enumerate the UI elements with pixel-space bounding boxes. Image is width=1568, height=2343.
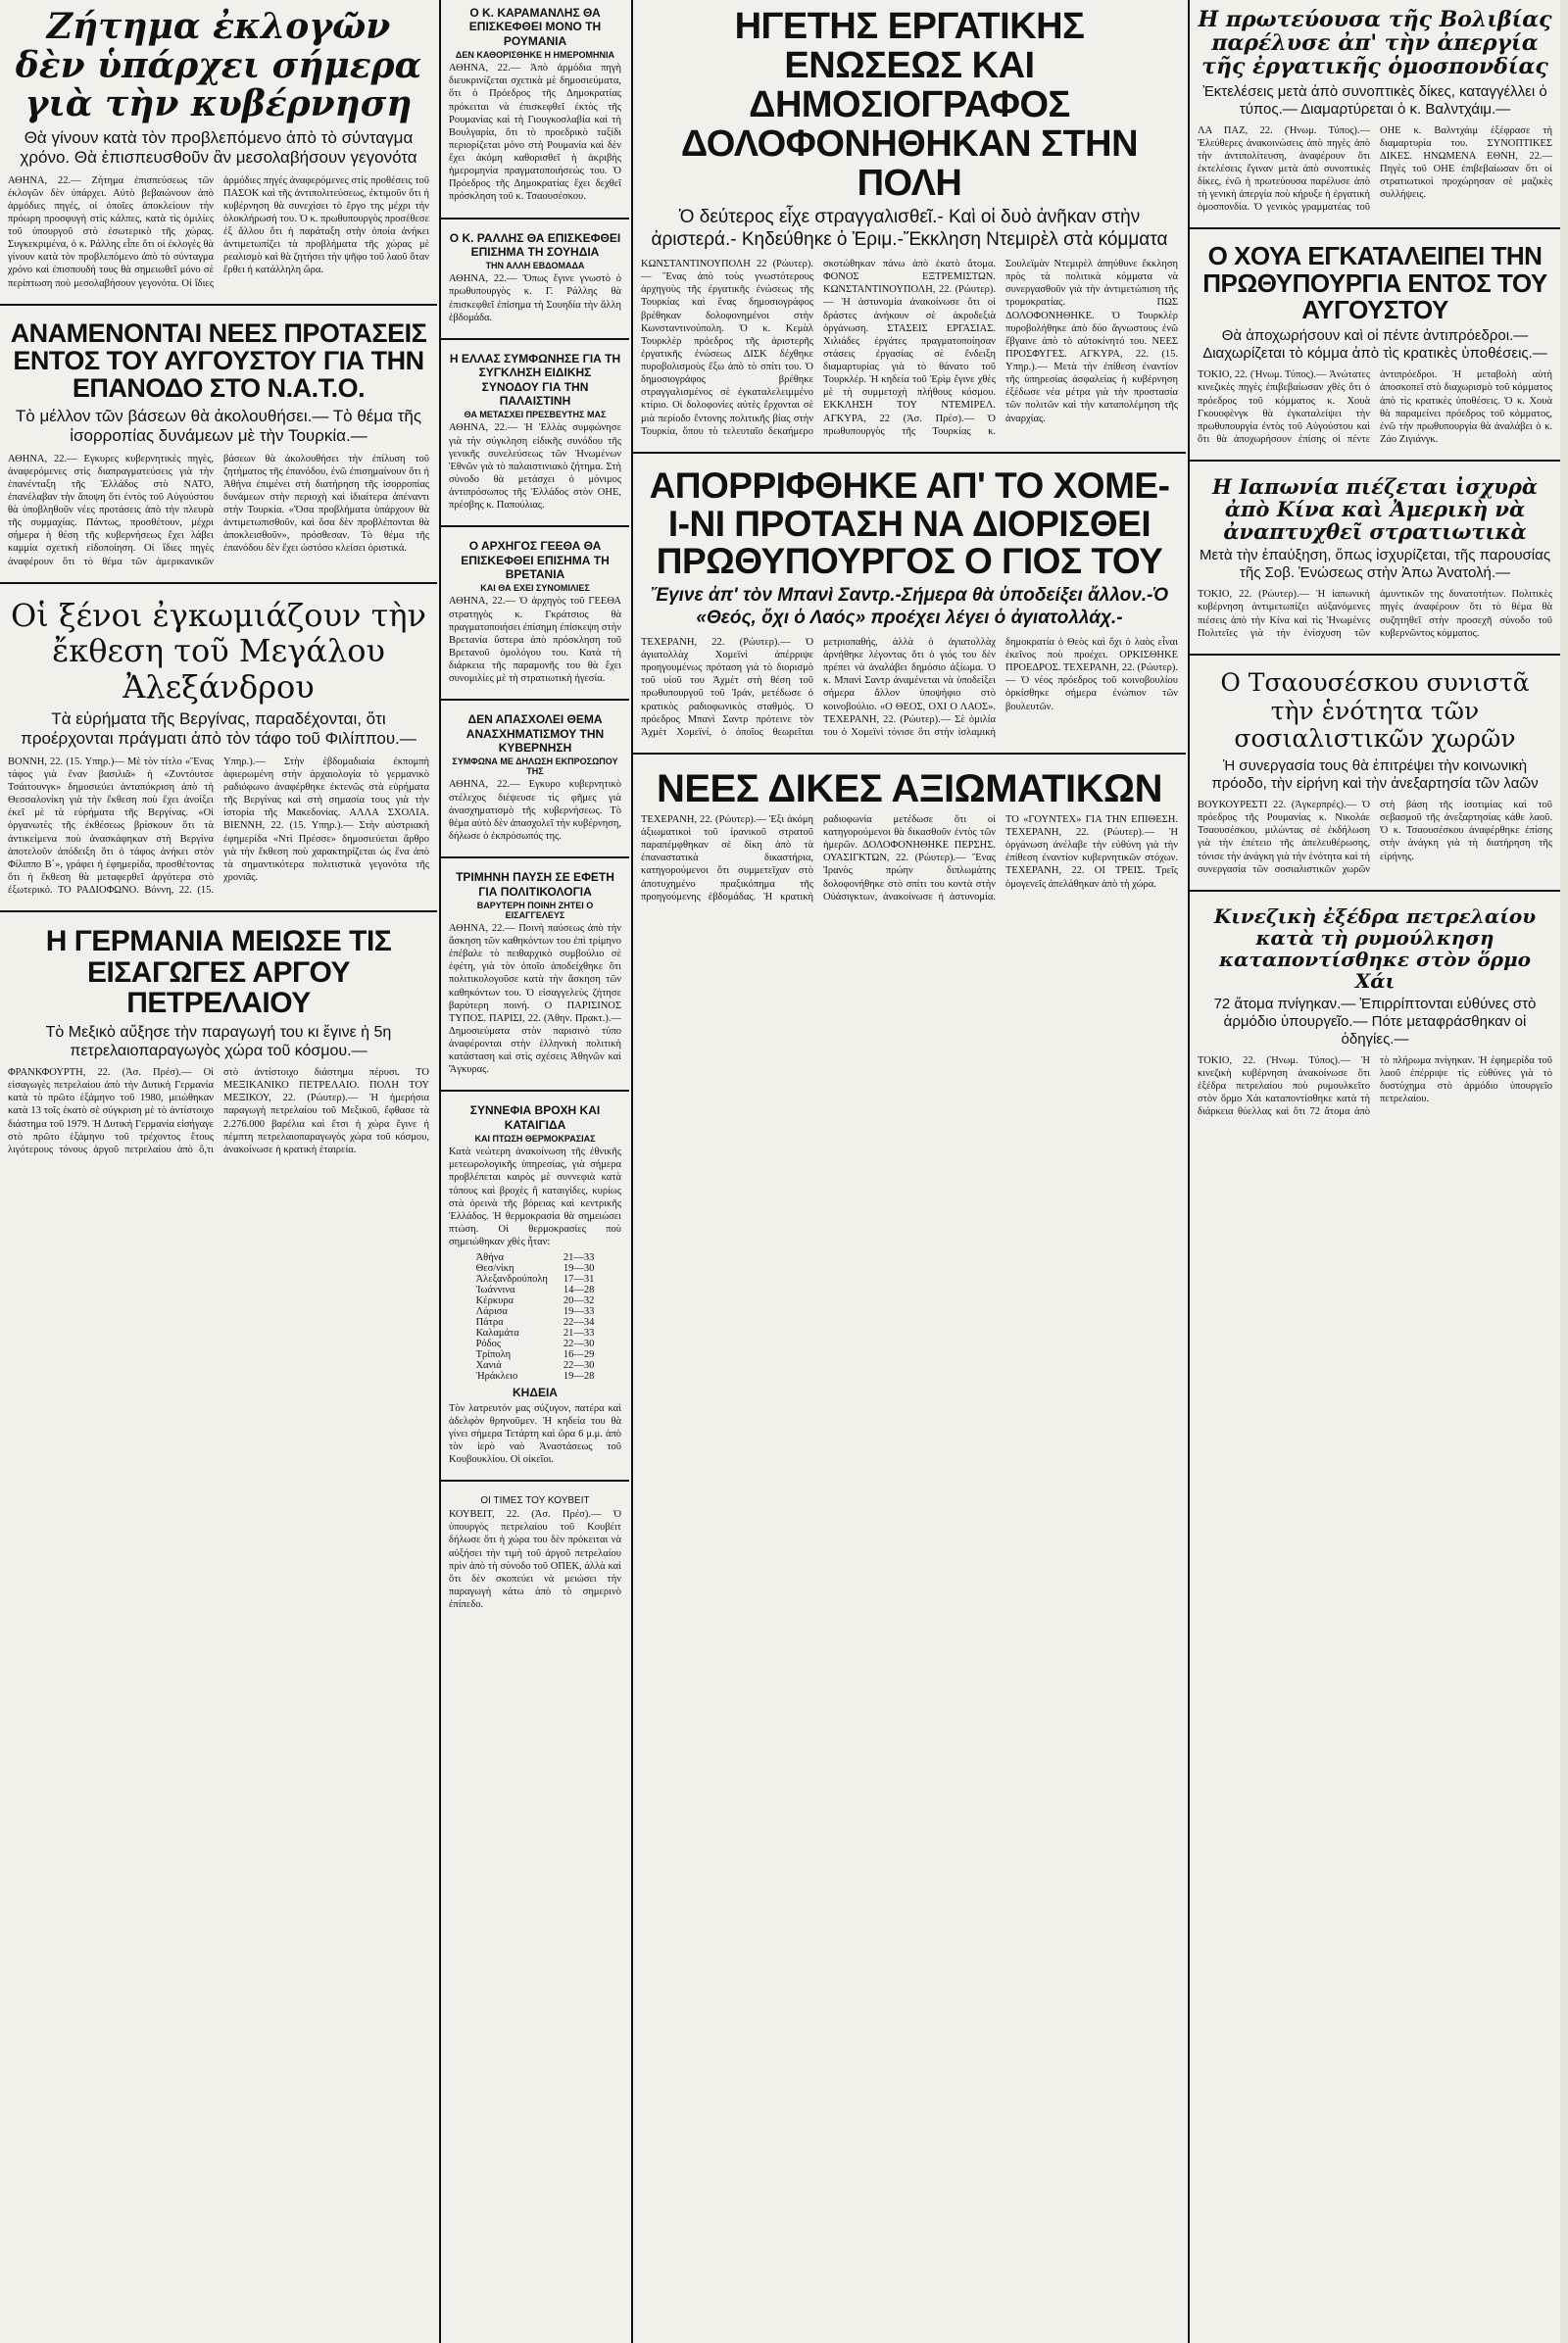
subheadline: Θὰ ἀποχωρήσουν καὶ οἱ πέντε ἀντιπρόεδροι.— Διαχωρίζεται τὸ κόμμα ἀπὸ τὶς κρατικὲς ὑποθέσεις.— xyxy=(1202,327,1547,363)
subheadline: Ἡ συνεργασία τους θὰ ἐπιτρέψει τὴν κοινωνικὴ πρόοδο, τὴν εἰρήνη καὶ τὴν ἀνεξαρτησία τῶν λαῶν xyxy=(1211,757,1539,793)
article-body: ΛΑ ΠΑΖ, 22. (Ἡνωμ. Τύπος).— Ἐλεύθερες ἀνακοινώσεις ἀπὸ πηγὲς ἀπὸ τὴν ἀντιπολίτευση, ἀναφέρουν ὅτι ἐκτελέσεις ἔγιναν μετὰ ἀπὸ συνοπτικὲς δίκες, ἐνῶ ἡ πρωτεύουσα παρέλυσε ἀπὸ τὴ γενικὴ ἀπεργία ποὺ κήρυξε ἡ ἐργατικὴ ὁμοσπονδία. Ὁ γενικὸς γραμματέας τοῦ ΟΗΕ κ. Βαλντχάιμ ἐξέφρασε τὴ διαμαρτυρία του. ΣΥΝΟΠΤΙΚΕΣ ΔΙΚΕΣ. ΗΝΩΜΕΝΑ ΕΘΝΗ, 22.— Πηγὲς τοῦ ΟΗΕ ἐπιβεβαίωσαν ὅτι οἱ στρατιωτικοὶ προχώρησαν σὲ μαζικὲς συλλήψεις. xyxy=(1198,124,1552,214)
story-ceausescu xyxy=(1190,661,1560,884)
temperature-row xyxy=(468,1371,603,1382)
headline: Οἱ ξένοι ἐγκωμιάζουν τὴν ἔκθεση τοῦ Μεγάλου Ἀλεξάνδρου xyxy=(11,596,426,707)
divider xyxy=(441,218,629,220)
temperature-row xyxy=(468,1339,603,1349)
brief-reshuffle xyxy=(441,707,629,851)
article-body: ΒΟΝΝΗ, 22. (15. Υπηρ.)— Μὲ τὸν τίτλο «Ἕνας τάφος γιὰ ἕναν βασιλιᾶ» ἡ «Ζυντόυτσε Τσάιτουνγκ» δημοσιεύει ἀνταπόκριση ἀπὸ τὴ Θεσσαλονίκη γιὰ τὴν ἔκθεση ποὺ ἔχει ἀνοίξει ἐκεῖ μὲ τὰ εὑρήματα τῆς Βεργίνας. «Οἱ ὀργανωτὲς τῆς ἐκθέσεως βρίσκουν ὅτι τὰ ἀντικείμενα ποὺ ἀνασκάφηκαν στὴ Βεργίνα ἀποτελοῦν ἀπόδειξη ὅτι ὁ τάφος ἀνήκει στὸν Φίλιππο Β΄», γράφει ἡ ἐφημερίδα, προσθέτοντας ὅτι ἡ ἔκθεση θὰ μεταφερθεῖ ἀργότερα στὸ ἐξωτερικό. ΤΟ ΡΑΔΙΟΦΩΝΟ. Βόννη, 22. (15. Υπηρ.).— Στὴν ἑβδομαδιαία ἐκπομπὴ ἀφιερωμένη στὴν ἀρχαιολογία τὸ γερμανικὸ ραδιόφωνο ἀναφέρθηκε ἐκτενῶς στὰ εὑρήματα τῆς Βεργίνας καὶ στὴ σημασία τους γιὰ τὴν ἱστορία τῆς Μακεδονίας. ΑΛΛΑ ΣΧΟΛΙΑ. ΒΙΕΝΝΗ, 22. (15. Υπηρ.).— Στὴν αὐστριακὴ ἐφημερίδα «Ντὶ Πρέσσε» δημοσιεύεται ἄρθρο γιὰ τὴν ἔκθεση ποὺ χαρακτηρίζεται ὡς ἕνα ἀπὸ τὰ σημαντικότερα πολιτιστικὰ γεγονότα τῆς χρονιᾶς. xyxy=(8,756,429,897)
temperature-row xyxy=(468,1274,603,1285)
brief-judge xyxy=(441,864,629,1084)
column-left xyxy=(0,0,437,2343)
headline: Η Ιαπωνία πιέζεται ἰσχυρὰ ἀπὸ Κίνα καὶ Ἀμερικὴ νὰ ἀναπτυχθεῖ στρατιωτικὰ xyxy=(1211,474,1539,545)
column-briefs xyxy=(441,0,629,2343)
temperature-row xyxy=(468,1295,603,1306)
column-right xyxy=(1190,0,1560,2343)
article-body: ΤΕΧΕΡΑΝΗ, 22. (Ρώυτερ).— Ἐξι ἀκόμη ἀξιωματικοὶ τοῦ ἰρανικοῦ στρατοῦ παραπέμφθηκαν σὲ δίκη ἀπὸ τὰ ἐπαναστατικὰ δικαστήρια, κατηγορούμενοι ὅτι συμμετεῖχαν στὸ ἀποτυχημένο πραξικόπημα τῆς προηγούμενης ἑβδομάδας. Ἡ κρατικὴ ραδιοφωνία μετέδωσε ὅτι οἱ κατηγορούμενοι θὰ δικασθοῦν ἐντὸς τῶν ἡμερῶν. ΔΟΛΟΦΟΝΗΘΗΚΕ ΠΕΡΣΗΣ. ΟΥΑΣΙΓΚΤΩΝ, 22. (Ρώυτερ).— Ἕνας Ἰρανὸς πρώην διπλωμάτης δολοφονήθηκε στὸ σπίτι του κοντὰ στὴν Οὐάσιγκτων, ἀνακοίνωσε ἡ ἀστυνομία. ΤΟ «ΓΟΥΝΤΕΧ» ΓΙΑ ΤΗΝ ΕΠΙΘΕΣΗ. ΤΕΧΕΡΑΝΗ, 22. (Ρώυτερ).— Ἡ ὀργάνωση ἀνέλαβε τὴν εὐθύνη γιὰ τὴν ἐπίθεση ἐναντίον κυβερνητικῶν στόχων. ΤΕΧΕΡΑΝΗ, 22. ΟΙ ΤΡΕΙΣ. Τρεῖς ὁμογενεῖς ἀπελάθηκαν ἀπὸ τὴ χώρα. xyxy=(641,813,1178,903)
temperature-range: 21—33 xyxy=(563,1252,595,1264)
city-name: Ρόδος xyxy=(475,1339,502,1350)
article-body: ΑΘΗΝΑ, 22.— Εγκυρες κυβερνητικὲς πηγὲς, ἀναφερόμενες στὶς διαπραγματεύσεις γιὰ τὴν ἐπανένταξη τῆς Ἑλλάδος στὸ ΝΑΤΟ, ἐπανέλαβαν τὴν ἄποψη ὅτι ἐντὸς τοῦ Αὐγούστου θὰ ὑποβληθοῦν νέες προτάσεις ἀπὸ τὴν πλευρὰ τῆς συμμαχίας. Πάντως, προσθέτουν, μέχρι σήμερα ἡ θέση τῆς κυβερνήσεως ἔχει λάβει καμμία σχετικὴ εἰδοποίηση. Οἱ ἴδιες πηγὲς ἀναφέρουν ὅτι τὸ θέμα τῶν ἀμερικανικῶν βάσεων θὰ ἀκολουθήσει τὴν ἐπίλυση τοῦ ζητήματος τῆς ἐπανόδου, ἐνῶ ἐπισημαίνουν ὅτι ἡ Ἀθήνα ἐπιμένει στὴ διατήρηση τῆς ἰσορροπίας δυνάμεων στὴν περιοχὴ καὶ ἰδιαίτερα ἀπέναντι στὴν Τουρκία. «Ὅσα προβλήματα ὑπάρχουν θὰ ἀντιμετωπισθοῦν, καὶ ὅσα δὲν προβλέπονται θὰ ἀποκλεισθοῦν», πρόσθεσαν. Τὸ θέμα τῆς ἐπανόδου δὲν ἔχει ὡστόσο κλείσει ὁριστικά. xyxy=(8,453,429,567)
brief-subtitle: ΚΑΙ ΠΤΩΣΗ ΘΕΡΜΟΚΡΑΣΙΑΣ xyxy=(474,1134,596,1145)
temperature-range: 14—28 xyxy=(563,1285,595,1296)
subheadline: Τὸ μέλλον τῶν βάσεων θὰ ἀκολουθήσει.— Τὸ θέμα τῆς ἰσορροπίας δυνάμεων μὲ τὴν Τουρκία.— xyxy=(15,406,422,446)
temperature-range: 22—30 xyxy=(563,1360,595,1372)
divider xyxy=(1190,654,1560,656)
brief-body: ΚΟΥΒΕΙΤ, 22. (Ἀσ. Πρέσ).— Ὁ ὑπουργὸς πετρελαίου τοῦ Κουβέιτ δήλωσε ὅτι ἡ χώρα του δὲν πρόκειται νὰ αὐξήσει τὴν τιμὴ τοῦ ἀργοῦ πετρελαίου πρὶν ἀπὸ τὴ σύνοδο τοῦ ΟΠΕΚ, ἀλλὰ καὶ ὅτι δὲν σκοπεύει νὰ μειώσει τὴν παραγωγὴ κάτω ἀπὸ τὸ σημερινὸ ἐπίπεδο. xyxy=(449,1509,621,1611)
story-bolivia xyxy=(1190,0,1560,221)
headline: Η ΓΕΡΜΑΝΙΑ ΜΕΙΩΣΕ ΤΙΣ ΕΙΣΑΓΩΓΕΣ ΑΡΓΟΥ ΠΕΤΡΕΛΑΙΟΥ xyxy=(45,925,392,1020)
divider xyxy=(633,452,1186,454)
brief-body: ΑΘΗΝΑ, 22.— Ὅπως ἔγινε γνωστὸ ὁ πρωθυπουργὸς κ. Γ. Ράλλης θὰ ἐπισκεφθεῖ ἐπίσημα τὴ Σουηδία τὴν ἄλλη ἑβδομάδα. xyxy=(449,273,621,323)
city-name: Θεσ/νίκη xyxy=(475,1263,514,1275)
temperature-row xyxy=(468,1263,603,1274)
brief-title: ΤΡΙΜΗΝΗ ΠΑΥΣΗ ΣΕ ΕΦΕΤΗ ΓΙΑ ΠΟΛΙΤΙΚΟΛΟΓΙΑ xyxy=(456,870,614,899)
temperature-row xyxy=(468,1306,603,1317)
subheadline: Τὰ εὑρήματα τῆς Βεργίνας, παραδέχονται, ὅτι προέρχονται πράγματι ἀπὸ τὸν τάφο τοῦ Φιλίππου.— xyxy=(21,709,416,749)
temperature-row xyxy=(468,1317,603,1328)
brief-subtitle: ΒΑΡΥΤΕΡΗ ΠΟΙΝΗ ΖΗΤΕΙ Ο ΕΙΣΑΓΓΕΛΕΥΣ xyxy=(476,900,594,920)
headline: Ζήτημα ἐκλογῶν δὲν ὑπάρχει σήμερα γιὰ τὴν κυβέρνηση xyxy=(15,6,422,125)
article-body: ΒΟΥΚΟΥΡΕΣΤΙ 22. (Ἀγκερπρές).— Ὁ πρόεδρος τῆς Ρουμανίας κ. Νικολάε Τσαουσέσκου, μιλώντας σὲ ἐκδήλωση γιὰ τὴν ἐπέτειο τῆς ἀπελευθέρωσης, τόνισε τὴν ἀνάγκη γιὰ τὴν ἑνότητα καὶ τὴ συνεργασία τῶν σοσιαλιστικῶν χωρῶν στὴ βάση τῆς ἰσοτιμίας καὶ τοῦ σεβασμοῦ τῆς ἀνεξαρτησίας κάθε λαοῦ. Ὁ κ. Τσαουσέσκου ἀναφέρθηκε ἐπίσης στὴν ἀνάγκη γιὰ τὴ διατήρηση τῆς εἰρήνης. xyxy=(1198,800,1552,875)
brief-title: ΟΙ ΤΙΜΕΣ ΤΟΥ ΚΟΥΒΕΙΤ xyxy=(480,1495,590,1507)
brief-title: Η ΕΛΛΑΣ ΣΥΜΦΩΝΗΣΕ ΓΙΑ ΤΗ ΣΥΓΚΛΗΣΗ ΕΙΔΙΚΗΣ ΣΥΝΟΔΟΥ ΓΙΑ ΤΗΝ ΠΑΛΑΙΣΤΙΝΗ xyxy=(449,351,621,408)
brief-body: ΑΘΗΝΑ, 22.— Ποινὴ παύσεως ἀπὸ τὴν ἄσκηση τῶν καθηκόντων του ἐπὶ τρίμηνο ἐπέβαλε τὸ πειθαρχικὸ συμβούλιο σὲ ἐφέτη, γιὰ τὸν ὁποῖο ἀποδείχθηκε ὅτι πολιτικολογοῦσε κατὰ τὴν ἄσκηση τῶν καθηκόντων του. Ὁ εἰσαγγελεὺς ζήτησε βαρύτερη ποινή. Ο ΠΑΡΙΣΙΝΟΣ ΤΥΠΟΣ. ΠΑΡΙΣΙ, 22. (Ἀθην. Πρακτ.).— Δημοσιεύματα στὸν παρισινὸ τύπο ἀναφέρονται στὴν ἑλληνικὴ πολιτικὴ κατάσταση καὶ στὶς σχέσεις Ἀθηνῶν καὶ Ἄγκυρας. xyxy=(449,922,621,1076)
brief-title: ΔΕΝ ΑΠΑΣΧΟΛΕΙ ΘΕΜΑ ΑΝΑΣΧΗΜΑΤΙΣΜΟΥ ΤΗΝ ΚΥΒΕΡΝΗΣΗ xyxy=(466,712,605,756)
brief-karamanlis xyxy=(441,0,629,212)
city-name: Ἀλεξανδρούπολη xyxy=(475,1274,548,1286)
brief-title: Ο Κ. ΡΑΛΛΗΣ ΘΑ ΕΠΙΣΚΕΦΘΕΙ ΕΠΙΣΗΜΑ ΤΗ ΣΟΥΗΔΙΑ xyxy=(449,230,621,259)
temperature-row xyxy=(468,1285,603,1295)
story-elections xyxy=(0,0,437,298)
city-name: Καλαμάτα xyxy=(475,1328,519,1340)
brief-body: ΑΘΗΝΑ, 22.— Ἡ Ἑλλὰς συμφώνησε γιὰ τὴν σύγκληση εἰδικῆς συνόδου τῆς γενικῆς συνελεύσεως τῶν Ἡνωμένων Ἐθνῶν γιὰ τὸ παλαιστινιακὸ ζήτημα. Στὴ σύνοδο θὰ μετάσχει ὁ μόνιμος ἀντιπρόσωπος τῆς Ἑλλάδος στὸν ΟΗΕ, πρέσβης κ. Παπούλιας. xyxy=(449,422,621,512)
divider xyxy=(441,856,629,858)
subheadline: Ὁ δεύτερος εἶχε στραγγαλισθεῖ.- Καὶ οἱ δυὸ ἀνῆκαν στὴν ἀριστερά.- Κηδεύθηκε ὁ Ἐριμ.-Ἔκκληση Ντεμιρὲλ στὰ κόμματα xyxy=(651,207,1168,251)
temperature-range: 21—33 xyxy=(563,1328,595,1340)
story-hua xyxy=(1190,235,1560,454)
subheadline: Τὸ Μεξικὸ αὔξησε τὴν παραγωγή του κι ἔγινε ἡ 5η πετρελαιοπαραγωγὸς χώρα τοῦ κόσμου.— xyxy=(45,1023,392,1059)
story-officer-trials xyxy=(633,760,1186,911)
temperature-row xyxy=(468,1349,603,1360)
subheadline: Ἐκτελέσεις μετὰ ἀπὸ συνοπτικὲς δίκες, καταγγέλλει ὁ τύπος.— Διαμαρτύρεται ὁ κ. Βαλντχάιμ.— xyxy=(1202,82,1547,118)
article-body: ΑΘΗΝΑ, 22.— Ζήτημα ἐπισπεύσεως τῶν ἐκλογῶν δὲν ὑπάρχει. Αὐτὸ βεβαιώνουν ἀπὸ ἁρμόδιες πηγές, οἱ ὁποῖες ἀποκλείουν τὴν πρόωρη προσφυγὴ στὶς κάλπες, κατὰ τὶς ὁμιλίες τοῦ ὑπουργοῦ στὸ ἐσωτερικὸ τῆς χώρας. Συγκεκριμένα, ὁ κ. Ράλλης εἶπε ὅτι οἱ ἐκλογὲς θὰ γίνουν κατὰ τὸν προβλεπόμενο ἀπὸ τὸ σύνταγμα χρόνο καὶ ἐπισπουδή τους θὰ σημειωθεῖ μόνο σὲ περίπτωση ποὺ μεσολαβήσουν γεγονότα. Οἱ ἴδιες ἁρμόδιες πηγές ἀναφερόμενες στὶς προθέσεις τοῦ ΠΑΣΟΚ καὶ τῆς ἀντιπολιτεύσεως, ἐκτιμοῦν ὅτι ἡ κυβέρνηση θὰ συνεχίσει τὸ ἔργο της μέχρι τὴν ὁλοκλήρωσή του. Ὁ κ. πρωθυπουργὸς προσέθεσε ἐξ ἄλλου ὅτι ἡ παράταξη στὴν ὁποία ἀνήκει ἀντιμετωπίζει τὰ προβλήματα τῆς χώρας μὲ ρεαλισμὸ καὶ θὰ ζητήσει τὴν ψῆφο τοῦ λαοῦ ὅταν ἔρθει ἡ κατάλληλη ὥρα. xyxy=(8,174,429,289)
story-turkey-murders xyxy=(633,0,1186,446)
notice-body: Τὸν λατρευτόν μας σύζυγον, πατέρα καὶ ἀδελφὸν θρηνοῦμεν. Ἡ κηδεία του θὰ γίνει σήμερα Τετάρτη καὶ ὥρα 6 μ.μ. ἀπὸ τὸν ἱερὸ ναὸ Ἀναστάσεως τοῦ Κουβουκλίου. Οἱ οἰκεῖοι. xyxy=(449,1402,621,1466)
divider xyxy=(0,582,437,584)
temperature-range: 19—33 xyxy=(563,1306,595,1318)
divider xyxy=(1190,227,1560,229)
temperature-row xyxy=(468,1252,603,1263)
subheadline: Ἔγινε ἀπ' τὸν Μπανὶ Σαντρ.-Σήμερα θὰ ὑποδείξει ἄλλον.-Ὁ «Θεός, ὄχι ὁ Λαός» προέχει λέγει ὁ ἀγιατολλάχ.- xyxy=(650,585,1169,629)
brief-weather xyxy=(441,1098,629,1474)
temperature-range: 20—32 xyxy=(563,1295,595,1307)
brief-title: Ο ΑΡΧΗΓΟΣ ΓΕΕΘΑ ΘΑ ΕΠΙΣΚΕΦΘΕΙ ΕΠΙΣΗΜΑ ΤΗ ΒΡΕΤΑΝΙΑ xyxy=(461,539,610,582)
article-body: ΦΡΑΝΚΦΟΥΡΤΗ, 22. (Ἀσ. Πρέσ).— Οἱ εἰσαγωγὲς πετρελαίου ἀπὸ τὴν Δυτικὴ Γερμανία κατὰ τὸ πρῶτο ἑξάμηνο τοῦ 1980, μειώθηκαν κατὰ 13 τοῖς ἑκατὸ σὲ σύγκριση μὲ τὸ ἀντίστοιχο διάστημα τοῦ 1979. Ἡ Δυτικὴ Γερμανία εἰσήγαγε στὸ πρῶτο ἑξάμηνο τοῦ τρέχοντος ἔτους λιγότερους τόνους ἀργοῦ πετρελαίου ἀπὸ ὅ,τι στὸ ἀντίστοιχο διάστημα πέρυσι. ΤΟ ΜΕΞΙΚΑΝΙΚΟ ΠΕΤΡΕΛΑΙΟ. ΠΟΛΗ ΤΟΥ ΜΕΞΙΚΟΥ, 22. (Ρώυτερ).— Ἡ ἡμερήσια παραγωγὴ πετρελαίου τοῦ Μεξικοῦ, ἔφθασε τὰ 2.276.000 βαρέλια καὶ ἔτσι ἡ χώρα ἔγινε ἡ πέμπτη πετρελαιοπαραγωγὸς χώρα τοῦ κόσμου, ἀνακοίνωσε ἡ κρατικὴ ἑταιρεία. xyxy=(8,1067,429,1155)
brief-rallis xyxy=(441,225,629,332)
divider xyxy=(441,1090,629,1092)
subheadline: Θὰ γίνουν κατὰ τὸν προβλεπόμενο ἀπὸ τὸ σύνταγμα χρόνο. Θὰ ἐπισπευσθοῦν ἂν μεσολαβήσουν γεγονότα xyxy=(20,127,417,168)
headline: Ο Τσαουσέσκου συνιστᾶ τὴν ἑνότητα τῶν σοσιαλιστικῶν χωρῶν xyxy=(1220,667,1530,754)
temperature-range: 17—31 xyxy=(563,1274,595,1286)
story-khomeini xyxy=(633,460,1186,747)
divider xyxy=(0,304,437,306)
temperature-range: 22—30 xyxy=(563,1339,595,1350)
brief-body: ΑΘΗΝΑ, 22.— Ἀπὸ ἁρμόδια πηγὴ διευκρινίζεται σχετικὰ μὲ δημοσιεύματα, ὅτι ὁ Πρόεδρος τῆς Δημοκρατίας πρόκειται νὰ ἐπισκεφθεῖ ἐκτὸς τῆς Ρουμανίας καὶ τὴ Γιουγκοσλαβία καὶ τὴ Βουλγαρία, ὅτι τὸ προεδρικὸ ταξίδι περιορίζεται μόνο στὴ Ρουμανία καὶ δὲν ἔχει ἀκόμη καθορισθεῖ ἡ ἀκριβὴς ἡμερομηνία πραγματοποιήσεώς του. Ὁ Πρόεδρος τῆς Δημοκρατίας ἔχει δεχθεῖ πρόσκληση τοῦ κ. Τσαουσέσκου. xyxy=(449,63,621,203)
city-name: Πάτρα xyxy=(475,1317,504,1329)
headline: ΑΝΑΜΕΝΟΝΤΑΙ ΝΕΕΣ ΠΡΟΤΑΣΕΙΣ ΕΝΤΟΣ ΤΟΥ ΑΥΓΟΥΣΤΟΥ ΓΙΑ ΤΗΝ ΕΠΑΝΟΔΟ ΣΤΟ Ν.Α.Τ.Ο. xyxy=(10,317,427,404)
headline: ΝΕΕΣ ΔΙΚΕΣ ΑΞΙΩΜΑΤΙΚΩΝ xyxy=(656,766,1163,810)
brief-palestine xyxy=(441,346,629,519)
divider xyxy=(441,699,629,701)
subheadline: Μετὰ τὴν ἐπαύξηση, ὅπως ἰσχυρίζεται, τῆς παρουσίας τῆς Σοβ. Ἑνώσεως στὴν Ἀπω Ἀνατολή.— xyxy=(1199,547,1551,582)
temperature-table xyxy=(468,1252,603,1382)
story-japan xyxy=(1190,467,1560,648)
article-body: ΤΕΧΕΡΑΝΗ, 22. (Ρώυτερ).— Ὁ ἀγιατολλὰχ Χομεϊνὶ ἀπέρριψε προηγουμένως πρόταση γιὰ τὸ διορισμὸ τοῦ υἱοῦ του Ἀχμὲτ στὴ θέση τοῦ πρωθυπουργοῦ τοῦ Ἰράν, μετέδωσε ὁ κρατικὸς ραδιοφωνικὸς σταθμός. Ὁ πρόεδρος Μπανὶ Σαντρ πρότεινε τὸν Ἀχμὲτ Χομεϊνί, ὁ ὁποῖος θεωρεῖται μετριοπαθής, ἀλλὰ ὁ ἀγιατολλὰχ ἀρνήθηκε λέγοντας ὅτι ὁ γιός του δὲν πρέπει νὰ ἀναλάβει δημόσιο ἀξίωμα. Ὁ κ. Μπανὶ Σαντρ ἀναμένεται νὰ ὑποδείξει σήμερα ἄλλον ὑποψήφιο στὸ κοινοβούλιο. «Ο ΘΕΟΣ, ΟΧΙ Ο ΛΑΟΣ». ΤΕΧΕΡΑΝΗ, 22. (Ρώυτερ).— Σὲ ὁμιλία του ὁ Χομεϊνὶ τόνισε ὅτι στὴν ἰσλαμικὴ δημοκρατία ὁ Θεὸς καὶ ὄχι ὁ λαὸς εἶναι ἐκεῖνος ποὺ προέχει. ΟΡΚΙΣΘΗΚΕ ΠΡΟΕΔΡΟΣ. ΤΕΧΕΡΑΝΗ, 22. (Ρώυτερ).— Ὁ νέος πρόεδρος τοῦ κοινοβουλίου ὁρκίσθηκε σήμερα ἐνώπιον τῶν βουλευτῶν. xyxy=(641,636,1178,738)
brief-subtitle: ΚΑΙ ΘΑ ΕΧΕΙ ΣΥΝΟΜΙΛΙΕΣ xyxy=(480,583,590,594)
headline: Η πρωτεύουσα τῆς Βολιβίας παρέλυσε ἀπ' τὴν ἀπεργία τῆς ἐργατικῆς ὁμοσπονδίας xyxy=(1198,7,1552,80)
article-body: ΤΟΚΙΟ, 22. (Ρώυτερ).— Ἡ ἰαπωνικὴ κυβέρνηση ἀντιμετωπίζει αὐξανόμενες πιέσεις ἀπὸ τὴν Κίνα καὶ τὶς Ἡνωμένες Πολιτεῖες γιὰ τὴν ἐνίσχυση τῶν ἀμυντικῶν της δυνατοτήτων. Πολιτικὲς πηγὲς ἀναφέρουν ὅτι τὸ θέμα θὰ συζητηθεῖ στὴν προσεχῆ σύνοδο τοῦ κυβερνῶντος κόμματος. xyxy=(1198,589,1552,639)
brief-subtitle: ΣΥΜΦΩΝΑ ΜΕ ΔΗΛΩΣΗ ΕΚΠΡΟΣΩΠΟΥ ΤΗΣ xyxy=(452,757,618,777)
city-name: Τρίπολη xyxy=(475,1349,512,1361)
headline: Ο ΧΟΥΑ ΕΓΚΑΤΑΛΕΙΠΕΙ ΤΗΝ ΠΡΩΘΥΠΟΥΡΓΙΑ ΕΝΤΟΣ ΤΟΥ ΑΥΓΟΥΣΤΟΥ xyxy=(1202,241,1547,325)
story-alexander-exhibition xyxy=(0,590,437,905)
divider xyxy=(633,753,1186,755)
divider xyxy=(1190,890,1560,892)
temperature-range: 19—30 xyxy=(563,1263,595,1275)
brief-title: Ο Κ. ΚΑΡΑΜΑΝΛΗΣ ΘΑ ΕΠΙΣΚΕΦΘΕΙ ΜΟΝΟ ΤΗ ΡΟΥΜΑΝΙΑ xyxy=(468,6,602,48)
article-body: ΚΩΝΣΤΑΝΤΙΝΟΥΠΟΛΗ 22 (Ρώυτερ).— Ἕνας ἀπὸ τοὺς γνωστότερους ἀρχηγοὺς τῆς ἐργατικῆς ἐνώσεως τῆς Τουρκίας καὶ ἕνας δημοσιογράφος βρέθηκαν δολοφονημένοι στὴν Κωνσταντινούπολη. Ὁ κ. Κεμὰλ Τουρκλὲρ πρόεδρος τῆς ἀριστερῆς ἐργατικῆς ἐνώσεως ΔΙΣΚ δέχθηκε πυροβολισμοὺς ἔξω ἀπὸ τὸ σπίτι του. Ὁ δημοσιογράφος βρέθηκε στραγγαλισμένος σὲ ἐγκαταλελειμμένο κτίριο. Οἱ δολοφονίες αὐτὲς ἔρχονται σὲ μιὰ περίοδο ἔντονης πολιτικῆς βίας στὴν Τουρκία, ὅπου τὸ τελευταῖο δεκαήμερο σκοτώθηκαν πάνω ἀπὸ ἑκατὸ ἄτομα. ΦΟΝΟΣ ΕΞΤΡΕΜΙΣΤΩΝ. ΚΩΝΣΤΑΝΤΙΝΟΥΠΟΛΗ, 22. (Ρώυτερ).— Ἡ ἀστυνομία ἀνακοίνωσε ὅτι οἱ δράστες ἀνήκουν σὲ ἀκροδεξιὰ ὀργάνωση. ΣΤΑΣΕΙΣ ΕΡΓΑΣΙΑΣ. Χιλιάδες ἐργάτες πραγματοποίησαν στάσεις ἐργασίας σὲ ἔνδειξη διαμαρτυρίας γιὰ τὸ θάνατο τοῦ Τουρκλέρ. Ἡ κηδεία τοῦ Ἐρὶμ ἔγινε χθὲς μὲ τὴ συμμετοχὴ πλήθους κόσμου. ΕΚΚΛΗΣΗ ΤΟΥ ΝΤΕΜΙΡΕΛ. ΑΓΚΥΡΑ, 22 (Ἀσ. Πρέσ).— Ὁ πρωθυπουργὸς τῆς Τουρκίας κ. Σουλεϊμὰν Ντεμιρὲλ ἀπηύθυνε ἔκκληση πρὸς τὰ πολιτικὰ κόμματα νὰ συνεργασθοῦν γιὰ τὴν ἀντιμετώπιση τῆς τρομοκρατίας. ΠΩΣ ΔΟΛΟΦΟΝΗΘΗΚΕ. Ὁ Τουρκλὲρ πυροβολήθηκε ἀπὸ δύο ἄγνωστους ἐνῶ ἔβγαινε ἀπὸ τὸ αὐτοκίνητό του. ΝΕΕΣ ΠΡΟΣΦΥΓΕΣ. ΑΓΚΥΡΑ, 22. (15. Υπηρ.).— Μετὰ τὴν ἐπίθεση ἐναντίον τῆς ὑπηρεσίας ἀσφαλείας ἡ κυβέρνηση ἐξέδωσε νέα μέτρα γιὰ τὴν προστασία τῶν πολιτῶν καὶ τὴν καταπολέμηση τῆς ἀναρχίας. xyxy=(641,259,1178,437)
story-nato xyxy=(0,312,437,576)
headline: ΗΓΕΤΗΣ ΕΡΓΑΤΙΚΗΣ ΕΝΩΣΕΩΣ ΚΑΙ ΔΗΜΟΣΙΟΓΡΑΦΟΣ ΔΟΛΟΦΟΝΗΘΗΚΑΝ ΣΤΗΝ ΠΟΛΗ xyxy=(680,6,1139,204)
page-edge xyxy=(1560,0,1568,2343)
temperature-row xyxy=(468,1360,603,1371)
divider xyxy=(441,338,629,340)
temperature-range: 16—29 xyxy=(563,1349,595,1361)
temperature-range: 19—28 xyxy=(563,1371,595,1383)
brief-subtitle: ΘΑ ΜΕΤΑΣΧΕΙ ΠΡΕΣΒΕΥΤΗΣ ΜΑΣ xyxy=(464,410,607,420)
story-oil-rig xyxy=(1190,898,1560,1127)
divider xyxy=(1190,460,1560,462)
article-body: ΤΟΚΙΟ, 22. (Ἡνωμ. Τύπος).— Ἀνώτατες κινεζικὲς πηγὲς ἐπιβεβαίωσαν χθὲς ὅτι ὁ πρόεδρος τοῦ κόμματος κ. Χουὰ Γκουοφὲνγκ θὰ ἐγκαταλείψει τὴν πρωθυπουργία ἐντὸς τοῦ Αὐγούστου καὶ ὅτι θὰ ἀποχωρήσουν ἐπίσης οἱ πέντε ἀντιπρόεδροι. Ἡ μεταβολὴ αὐτὴ ἀποσκοπεῖ στὸ διαχωρισμὸ τοῦ κόμματος ἀπὸ τὶς κρατικὲς ὑποθέσεις. Ὁ κ. Χουὰ θὰ παραμείνει πρόεδρος τοῦ κόμματος, ἐνῶ τὴν πρωθυπουργία θὰ ἀναλάβει ὁ κ. Ζάο Ζιγιάνγκ. xyxy=(1198,369,1552,445)
city-name: Ἀθήνα xyxy=(475,1252,504,1264)
brief-body: ΑΘΗΝΑ, 22.— Εγκυρο κυβερνητικὸ στέλεχος διέψευσε τὶς φῆμες γιὰ ἀνασχηματισμὸ τῆς κυβερνήσεως. Τὸ θέμα αὐτὸ δὲν ἀπασχολεῖ τὴν κυβέρνηση, δήλωσε ὁ ἐκπρόσωπός της. xyxy=(449,779,621,842)
brief-geetha xyxy=(441,533,629,693)
city-name: Λάρισα xyxy=(475,1306,508,1318)
column-center xyxy=(633,0,1186,2343)
temperature-range: 22—34 xyxy=(563,1317,595,1329)
article-body: ΤΟΚΙΟ, 22. (Ἡνωμ. Τύπος).— Ἡ κινεζικὴ κυβέρνηση ἀνακοίνωσε ὅτι ἐξέδρα πετρελαίου ποὺ ρυμουλκεῖτο στὸν ὅρμο Χάι καταποντίσθηκε κατὰ τὴ διάρκεια θύελλας καὶ ὅτι 72 ἄτομα ἀπὸ τὸ πλήρωμα πνίγηκαν. Ἡ ἐφημερίδα τοῦ λαοῦ ἐπέρριψε τὶς εὐθύνες γιὰ τὸ δυστύχημα στὸ ἁρμόδιο ὑπουργεῖο πετρελαίου. xyxy=(1198,1054,1552,1118)
divider xyxy=(441,1480,629,1482)
city-name: Κέρκυρα xyxy=(475,1295,514,1307)
headline: ΑΠΟΡΡΙΦΘΗΚΕ ΑΠ' ΤΟ ΧΟΜΕ-Ι-ΝΙ ΠΡΟΤΑΣΗ ΝΑ ΔΙΟΡΙΣΘΕΙ ΠΡΩΘΥΠΟΥΡΓΟΣ Ο ΓΙΟΣ ΤΟΥ xyxy=(649,464,1170,582)
brief-body: ΑΘΗΝΑ, 22.— Ὁ ἀρχηγὸς τοῦ ΓΕΕΘΑ στρατηγὸς κ. Γκράτσιος θὰ πραγματοποιήσει ἐπίσημη ἐπίσκεψη στὴν Βρετανία ὕστερα ἀπὸ πρόσκληση τοῦ Βρετανοῦ ὁμολόγου του. Κατὰ τὴ διάρκεια τῆς παραμονῆς του θὰ ἔχει συνομιλίες μὲ τὴ στρατιωτικὴ ἡγεσία. xyxy=(449,596,621,685)
brief-subtitle: ΔΕΝ ΚΑΘΟΡΙΣΘΗΚΕ Η ΗΜΕΡΟΜΗΝΙΑ xyxy=(455,50,615,61)
temperature-row xyxy=(468,1328,603,1339)
city-name: Ἰωάννινα xyxy=(475,1285,515,1296)
brief-subtitle: ΤΗΝ ΑΛΛΗ ΕΒΔΟΜΑΔΑ xyxy=(485,261,585,271)
brief-title: ΣΥΝΝΕΦΙΑ ΒΡΟΧΗ ΚΑΙ ΚΑΤΑΙΓΙΔΑ xyxy=(469,1103,601,1132)
headline: Κινεζικὴ ἐξέδρα πετρελαίου κατὰ τὴ ρυμούλκηση καταποντίσθηκε στὸν ὅρμο Χάι xyxy=(1213,903,1537,993)
divider xyxy=(441,525,629,527)
subheadline: 72 ἄτομα πνίγηκαν.— Ἐπιρρίπτονται εὐθύνες στὸ ἁρμόδιο ὑπουργεῖο.— Πότε μεταφράσθηκαν οἱ ὁδηγίες.— xyxy=(1213,995,1537,1048)
brief-body: Κατὰ νεώτερη ἀνακοίνωση τῆς ἐθνικῆς μετεωρολογικῆς ὑπηρεσίας, γιὰ σήμερα προβλέπεται καιρὸς μὲ συννεφιὰ κατὰ τόπους καὶ βροχὲς ἢ καταιγίδες, κυρίως στὰ ὀρεινὰ τῆς βόρειας καὶ κεντρικῆς Ἑλλάδος. Ἡ θερμοκρασία θὰ σημειώσει πτώση. Οἱ θερμοκρασίες ποὺ σημειώθηκαν χθὲς ἦταν: xyxy=(449,1147,621,1248)
city-name: Ἡράκλειο xyxy=(475,1371,518,1383)
notice-title: ΚΗΔΕΙΑ xyxy=(513,1386,558,1400)
city-name: Χανιά xyxy=(475,1360,502,1372)
story-germany-oil xyxy=(0,918,437,1164)
brief-kuwait xyxy=(441,1488,629,1619)
divider xyxy=(0,910,437,912)
